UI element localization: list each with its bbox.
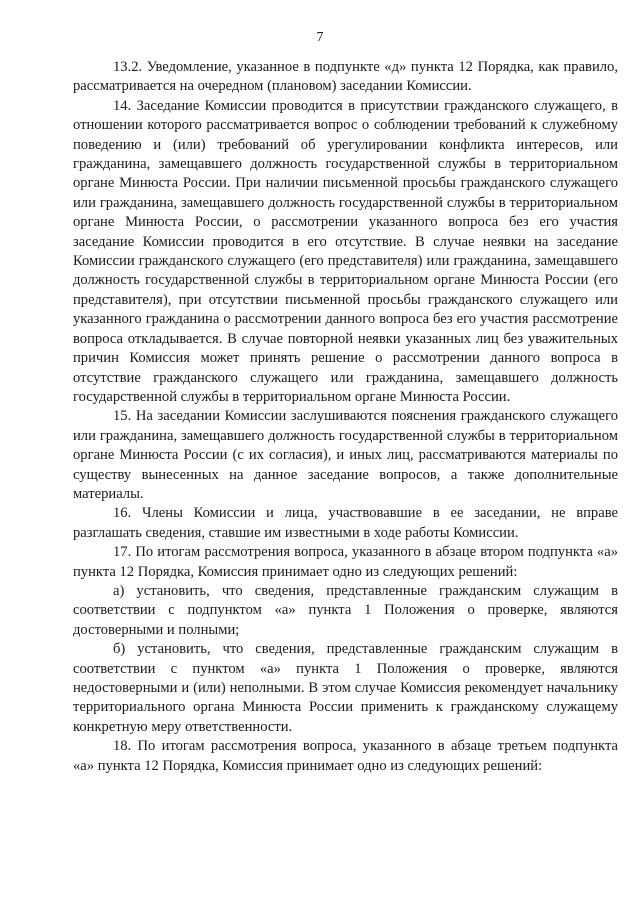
page-number: 7: [316, 30, 324, 45]
paragraph-17: 17. По итогам рассмотрения вопроса, указанного в абзаце втором подпункта «а» пункта 12 Порядка, Комиссия принимает одно из следующих решений:: [73, 544, 618, 580]
paragraph-17-b: б) установить, что сведения, представленные гражданским служащим в соответствии с пунктом «а» пункта 1 Положения о проверке, являются недостоверными и (или) неполными. В этом случае Комиссия рекомендует начальнику территориального органа Минюста России применить к гражданскому служащему конкретную меру ответственности.: [73, 641, 618, 735]
paragraph-13-2: 13.2. Уведомление, указанное в подпункте «д» пункта 12 Порядка, как правило, рассматривается на очередном (плановом) заседании Комиссии.: [73, 59, 618, 95]
paragraph-16: 16. Члены Комиссии и лица, участвовавшие в ее заседании, не вправе разглашать сведения, ставшие им известными в ходе работы Комиссии.: [73, 505, 618, 541]
document-body: [73, 58, 618, 776]
paragraph-14: 14. Заседание Комиссии проводится в присутствии гражданского служащего, в отношении которого рассматривается вопрос о соблюдении требований к служебному поведению и (или) требований об урегулировании конфликта интересов, или гражданина, замещавшего должность государственной службы в территориальном органе Минюста России. При наличии письменной просьбы гражданского служащего или гражданина, замещавшего должность государственной службы в территориальном органе Минюста России, о рассмотрении указанного вопроса без его участия заседание Комиссии проводится в его отсутствие. В случае неявки на заседание Комиссии гражданского служащего (его представителя) или гражданина, замещавшего должность государственной службы в территориальном органе Минюста России (его представителя), при отсутствии письменной просьбы гражданского служащего или указанного гражданина о рассмотрении данного вопроса без его участия рассмотрение вопроса откладывается. В случае повторной неявки указанных лиц без уважительных причин Комиссия может принять решение о рассмотрении данного вопроса в отсутствие гражданского служащего или гражданина, замещавшего должность государственной службы в территориальном органе Минюста России.: [73, 97, 618, 405]
paragraph-15: 15. На заседании Комиссии заслушиваются пояснения гражданского служащего или гражданина, замещавшего должность государственной службы в территориальном органе Минюста России (с их согласия), и иных лиц, рассматриваются материалы по существу вынесенных на данное заседание вопросов, а также дополнительные материалы.: [73, 408, 618, 502]
paragraph-17-a: а) установить, что сведения, представленные гражданским служащим в соответствии с подпунктом «а» пункта 1 Положения о проверке, являются достоверными и полными;: [73, 582, 618, 638]
paragraph-18: 18. По итогам рассмотрения вопроса, указанного в абзаце третьем подпункта «а» пункта 12 Порядка, Комиссия принимает одно из следующих решений:: [73, 738, 618, 774]
